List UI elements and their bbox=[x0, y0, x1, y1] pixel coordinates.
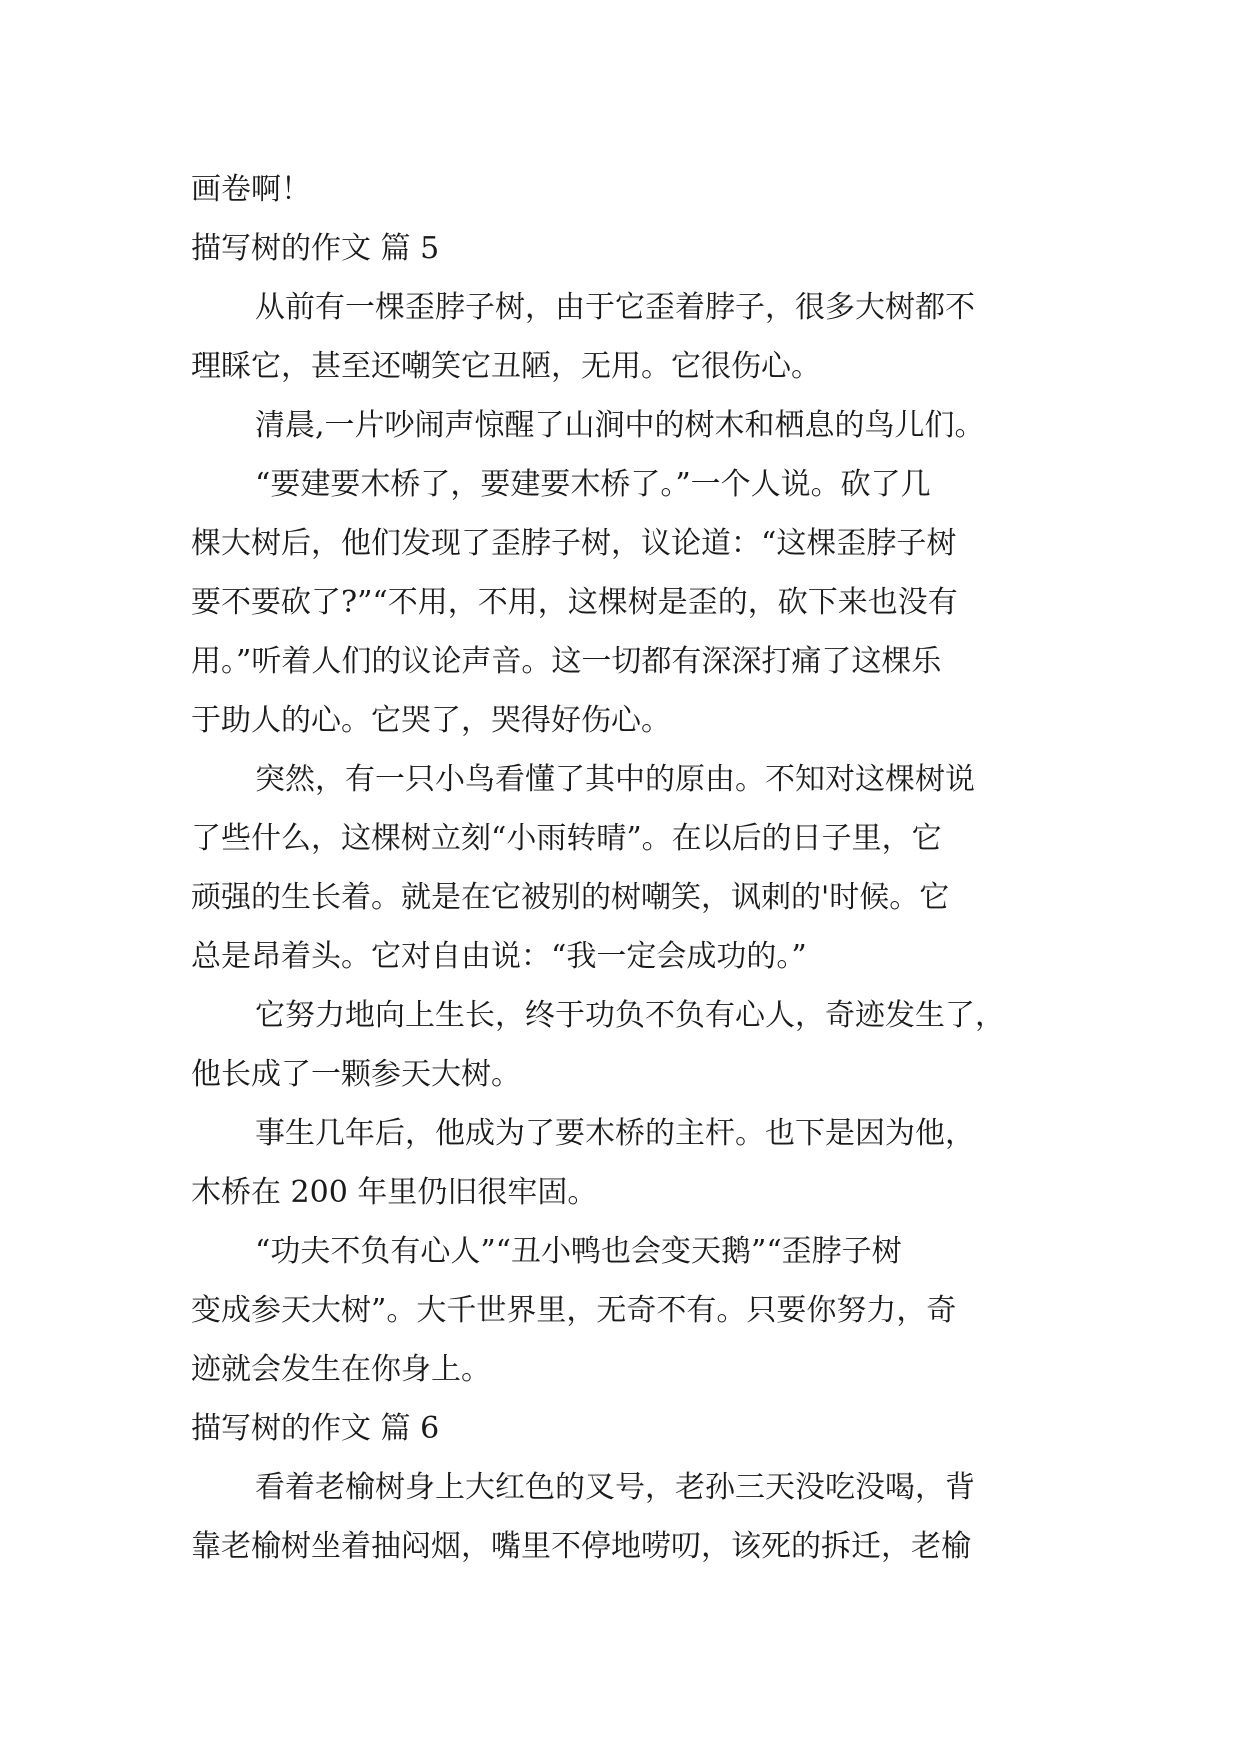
paragraph-line: 顽强的生长着。就是在它被别的树嘲笑，讽刺的'时候。它 bbox=[191, 880, 950, 915]
document-body bbox=[191, 160, 1066, 1576]
section-heading-5: 描写树的作文 篇 5 bbox=[191, 231, 440, 266]
paragraph-line: 棵大树后，他们发现了歪脖子树，议论道：“这棵歪脖子树 bbox=[191, 526, 957, 561]
paragraph-line: 理睬它，甚至还嘲笑它丑陋，无用。它很伤心。 bbox=[191, 349, 821, 384]
paragraph-line: 清晨,一片吵闹声惊醒了山涧中的树木和栖息的鸟儿们。 bbox=[255, 408, 985, 443]
paragraph-line: 于助人的心。它哭了，哭得好伤心。 bbox=[191, 703, 671, 738]
paragraph-line: 看着老榆树身上大红色的叉号，老孙三天没吃没喝，背 bbox=[255, 1470, 975, 1505]
text-line: 画卷啊！ bbox=[191, 172, 311, 207]
paragraph-line: 事生几年后，他成为了要木桥的主杆。也下是因为他， bbox=[255, 1116, 975, 1151]
paragraph-line: 迹就会发生在你身上。 bbox=[191, 1352, 491, 1387]
paragraph-line: “功夫不负有心人”“丑小鸭也会变天鹅”“歪脖子树 bbox=[255, 1234, 902, 1269]
paragraph-line: 了些什么，这棵树立刻“小雨转晴”。在以后的日子里，它 bbox=[191, 821, 942, 856]
paragraph-line: 它努力地向上生长，终于功负不负有心人，奇迹发生了， bbox=[255, 998, 1005, 1033]
paragraph-line: 突然，有一只小鸟看懂了其中的原由。不知对这棵树说 bbox=[255, 762, 975, 797]
paragraph-line: 要不要砍了?”“不用，不用，这棵树是歪的，砍下来也没有 bbox=[191, 585, 958, 620]
paragraph-line: 从前有一棵歪脖子树，由于它歪着脖子，很多大树都不 bbox=[255, 290, 975, 325]
paragraph-line: 靠老榆树坐着抽闷烟，嘴里不停地唠叨，该死的拆迁，老榆 bbox=[191, 1529, 971, 1564]
paragraph-line: 总是昂着头。它对自由说：“我一定会成功的。” bbox=[191, 939, 807, 974]
paragraph-line: “要建要木桥了，要建要木桥了。”一个人说。砍了几 bbox=[255, 467, 931, 502]
paragraph-line: 木桥在 200 年里仍旧很牢固。 bbox=[191, 1175, 598, 1210]
paragraph-line: 变成参天大树”。大千世界里，无奇不有。只要你努力，奇 bbox=[191, 1293, 957, 1328]
paragraph-line: 他长成了一颗参天大树。 bbox=[191, 1057, 521, 1092]
section-heading-6: 描写树的作文 篇 6 bbox=[191, 1411, 440, 1446]
paragraph-line: 用。”听着人们的议论声音。这一切都有深深打痛了这棵乐 bbox=[191, 644, 942, 679]
